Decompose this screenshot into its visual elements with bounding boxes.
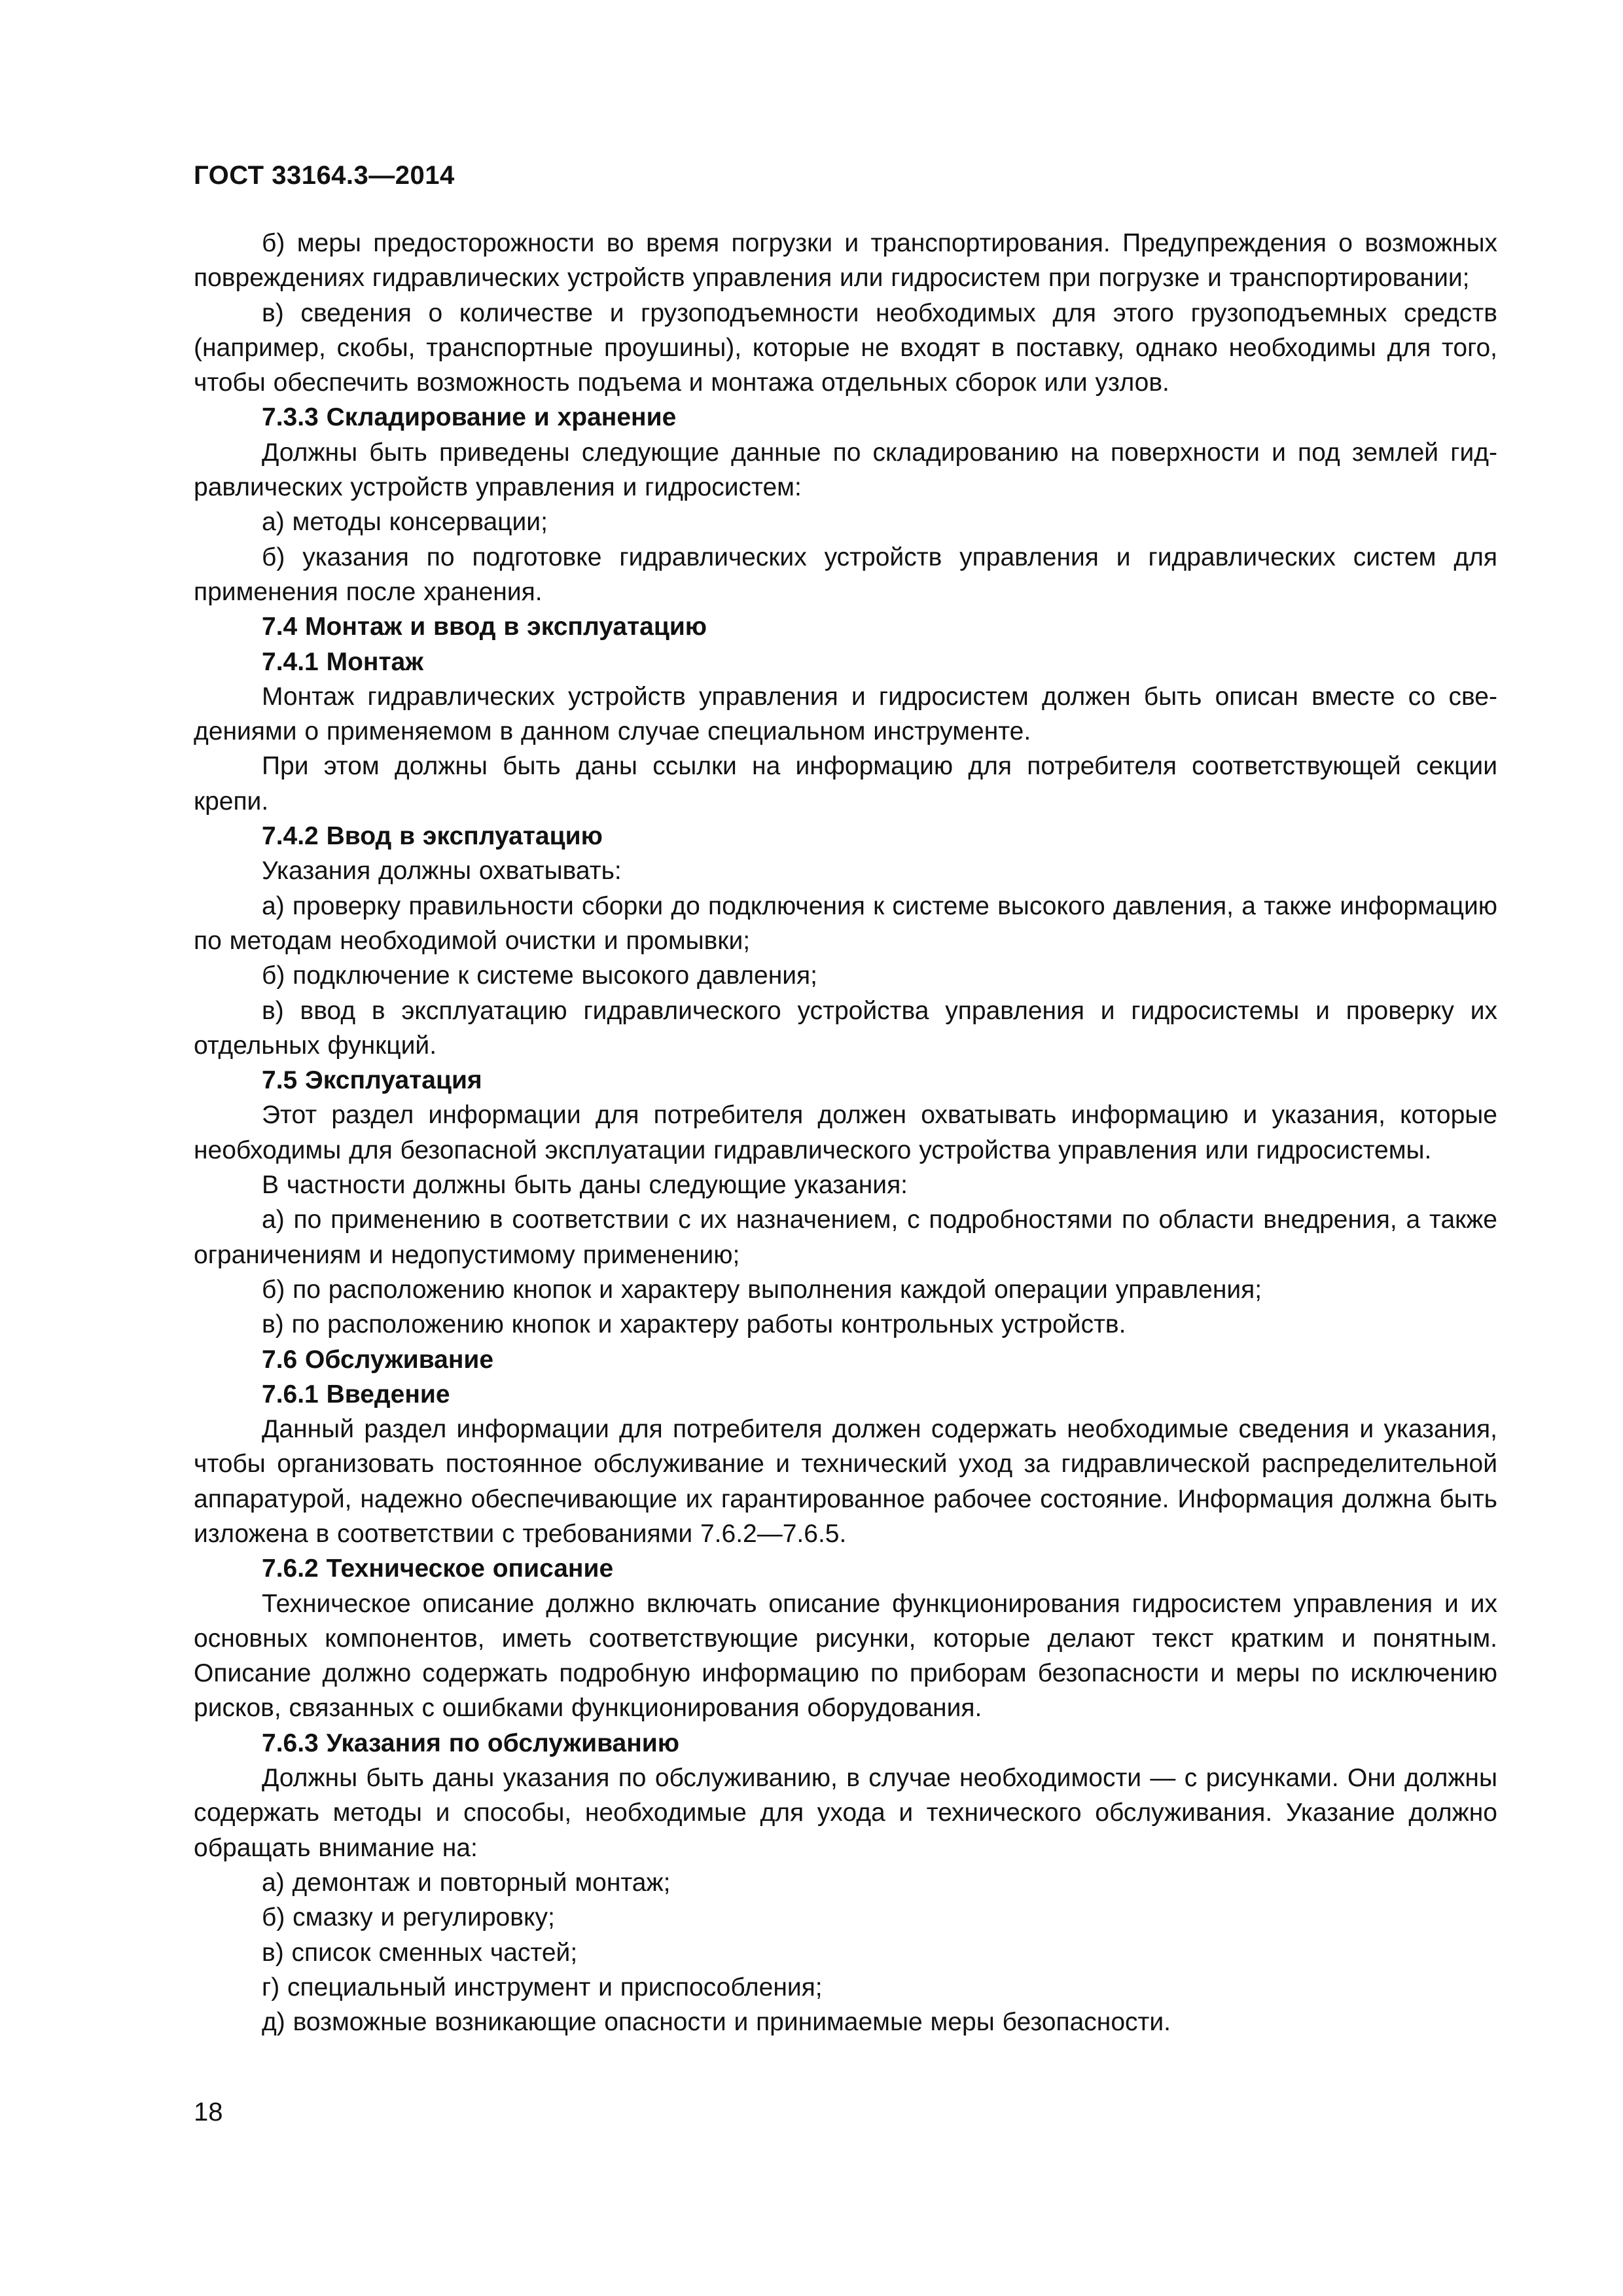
paragraph: Указания должны охватывать:	[262, 857, 622, 886]
list-item: б) смазку и регулировку;	[262, 1903, 555, 1932]
section-heading: 7.5 Эксплуатация	[262, 1066, 482, 1095]
section-heading: 7.4.2 Ввод в эксплуатацию	[262, 822, 603, 851]
list-item: а) по применению в соответствии с их назначением, с подробностями по области внедрения, а также ограничениям и недопустимому применению;	[194, 1206, 1497, 1269]
section-heading: 7.6.2 Техническое описание	[262, 1554, 614, 1583]
list-item: в) по расположению кнопок и характеру работы контрольных устройств.	[262, 1310, 1126, 1339]
section-heading: 7.6.1 Введение	[262, 1380, 450, 1408]
list-item: в) список сменных частей;	[262, 1938, 578, 1967]
paragraph: Техническое описание должно включать описание функционирования гидросистем управления и их основных компонентов, иметь соответствующие рисунки, которые делают текст кратким и понятным. Описание должно содержать подробную информацию по приборам безопасности и меры по исключению рисков, связанных с ошибками функционирования оборудования.	[194, 1589, 1497, 1723]
section-heading: 7.4.1 Монтаж	[262, 647, 423, 676]
section-heading: 7.6.3 Указания по обслуживанию	[262, 1729, 680, 1757]
list-item: б) указания по подготовке гидравлических устройств управления и гидравлических систем для применения после хранения.	[194, 543, 1497, 606]
paragraph: Данный раздел информации для потребителя должен содержать необходимые сведения и указания, чтобы организовать постоянное обслуживание и технический уход за гидравлической распределительной аппаратурой, надежно обеспечивающие их гарантированное рабочее состояние. Информация должна быть изложена в соответствии с требованиями 7.6.2—7.6.5.	[194, 1415, 1497, 1548]
list-item: а) демонтаж и повторный монтаж;	[262, 1868, 671, 1897]
list-item: б) подключение к системе высокого давления;	[262, 961, 817, 990]
section-heading: 7.6 Обслуживание	[262, 1345, 494, 1374]
paragraph: Монтаж гидравлических устройств управления и гидросистем должен быть описан вместе со сведениями о применяемом в данном случае специальном инструменте.	[194, 682, 1497, 746]
list-item: в) сведения о количестве и грузоподъемности необходимых для этого грузоподъемных средств (например, скобы, транспортные проушины), которые не входят в поставку, однако необходимы для того, чтобы обеспечить возможность подъема и монтажа отдельных сборок или узлов.	[194, 298, 1497, 397]
document-header: ГОСТ 33164.3—2014	[194, 161, 455, 190]
list-item: б) по расположению кнопок и характеру выполнения каждой операции управления;	[262, 1275, 1262, 1304]
paragraph: При этом должны быть даны ссылки на информацию для потребителя соответствующей секции крепи.	[194, 752, 1497, 816]
list-item: б) меры предосторожности во время погрузки и транспортирования. Предупреждения о возможных повреждениях гидравлических устройств управления или гидросистем при погрузке и транспортировании;	[194, 229, 1497, 293]
document-body	[194, 226, 1497, 2039]
section-heading: 7.3.3 Складирование и хранение	[262, 403, 677, 432]
list-item: д) возможные возникающие опасности и принимаемые меры безопасности.	[262, 2008, 1171, 2037]
section-heading: 7.4 Монтаж и ввод в эксплуатацию	[262, 613, 707, 641]
page-number: 18	[194, 2098, 223, 2126]
list-item: а) методы консервации;	[262, 508, 548, 537]
paragraph: Должны быть даны указания по обслуживанию, в случае необходимости — с рисунками. Они должны содержать методы и способы, необходимые для ухода и технического обслуживания. Указание должно обращать внимание на:	[194, 1764, 1497, 1862]
paragraph: Этот раздел информации для потребителя должен охватывать информацию и указания, которые необходимы для безопасной эксплуатации гидравлического устройства управления или гидросистемы.	[194, 1101, 1497, 1164]
list-item: в) ввод в эксплуатацию гидравлического устройства управления и гидросистемы и проверку их отдельных функций.	[194, 996, 1497, 1060]
paragraph: Должны быть приведены следующие данные по складированию на поверхности и под землей гидравлических устройств управления и гидросистем:	[194, 438, 1497, 502]
paragraph: В частности должны быть даны следующие указания:	[262, 1171, 908, 1200]
list-item: г) специальный инструмент и приспособления;	[262, 1973, 823, 2001]
list-item: а) проверку правильности сборки до подключения к системе высокого давления, а также информацию по методам необходимой очистки и промывки;	[194, 891, 1497, 955]
